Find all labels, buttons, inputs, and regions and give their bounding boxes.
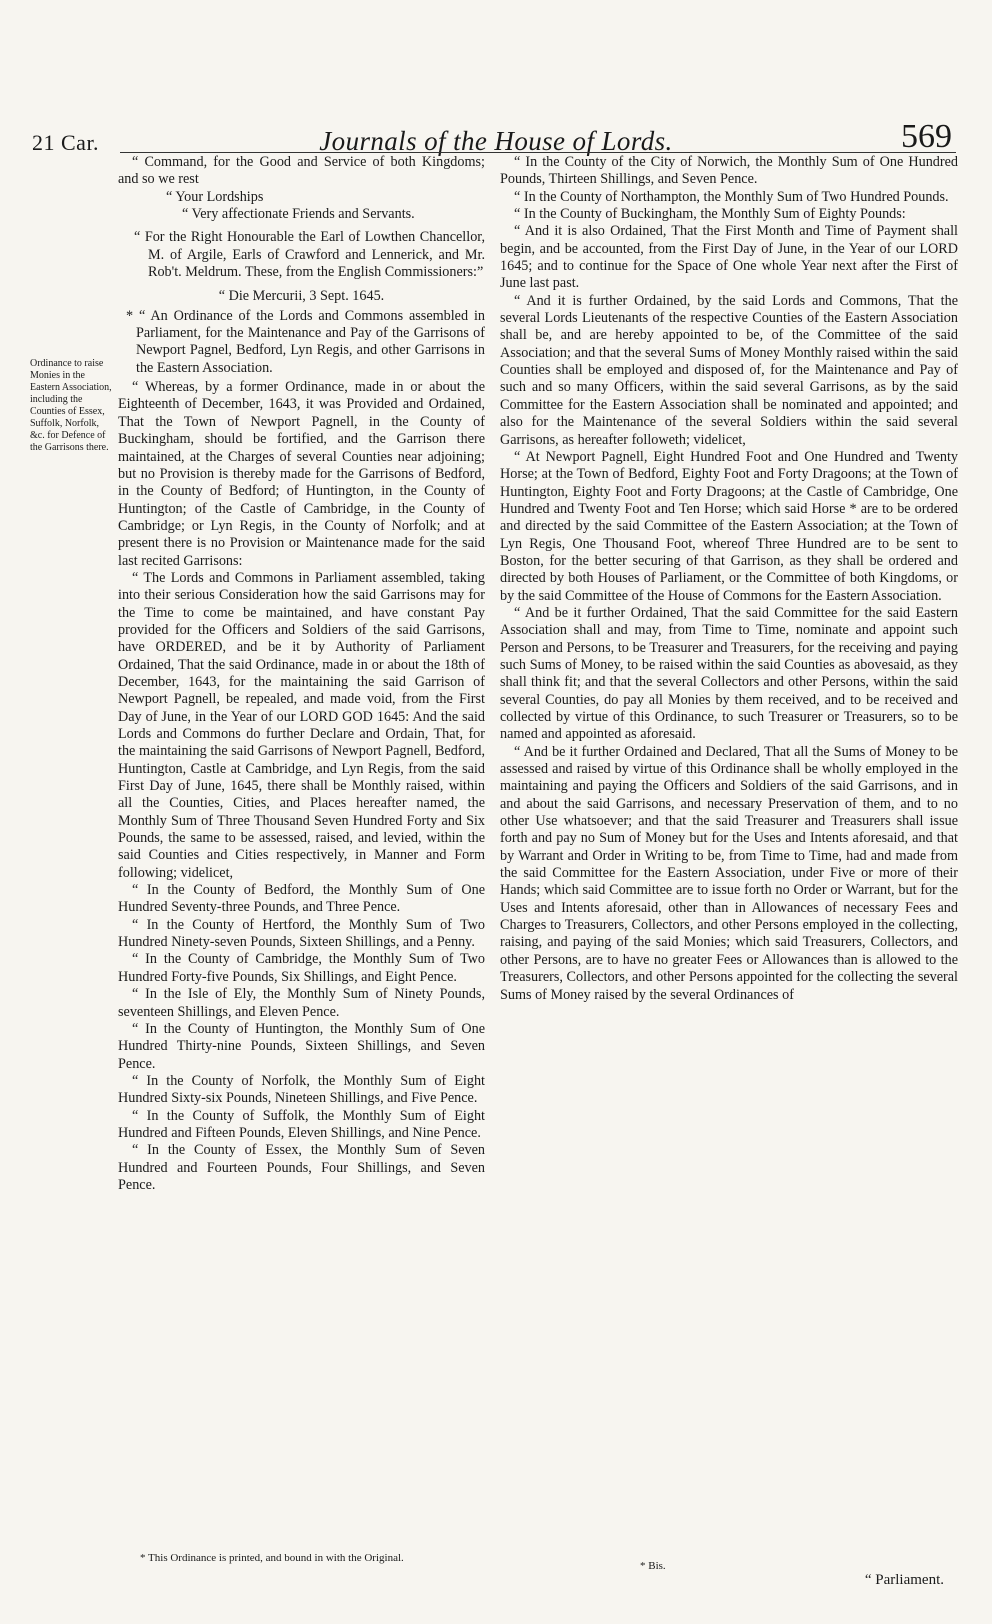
paragraph: “ And it is also Ordained, That the First Month and Time of Payment shall begin, and be accounted, from the First Day of June, in the Year of our LORD 1645; and to continue for the Space of One whole Year next after the First of June last past. xyxy=(500,223,958,292)
address: “ For the Right Honourable the Earl of Lowthen Chancellor, M. of Argile, Earls of Crawford and Lennerick, and Mr. Rob't. Meldrum. These, from the English Commissioners:” xyxy=(134,229,485,281)
paragraph: “ Whereas, by a former Ordinance, made in or about the Eighteenth of December, 1643, it was Provided and Ordained, That the Town of Newport Pagnell, in the County of Buckingham, should be fortified, and the Garrison there maintained, at the Charges of several Counties near adjoining; but no Provision is thereby made for the Garrisons of Bedford, in the County of Bedford; of Huntington, in the County of Huntington; of the Castle of Cambridge, in the County of Cambridge; or Lyn Regis, in the County of Norfolk; and at present there is no Provision or Maintenance made for the said last recited Garrisons: xyxy=(118,379,485,569)
paragraph: “ In the County of Buckingham, the Monthly Sum of Eighty Pounds: xyxy=(514,206,906,223)
ordinance-title: * “ An Ordinance of the Lords and Commons assembled in Parliament, for the Maintenance and Pay of the Garrisons of Newport Pagnel, Bedford, Lyn Regis, and other Garrisons in the Eastern Association. xyxy=(126,307,485,376)
paragraph: “ In the County of Northampton, the Monthly Sum of Two Hundred Pounds. xyxy=(514,188,949,205)
footnote-right: * Bis. xyxy=(640,1560,666,1572)
paragraph: “ In the County of Cambridge, the Monthly Sum of Two Hundred Forty-five Pounds, Six Shillings, and Eight Pence. xyxy=(118,951,485,985)
signature: “ Very affectionate Friends and Servants. xyxy=(182,206,415,223)
paragraph: “ And be it further Ordained, That the said Committee for the said Eastern Association shall and may, from Time to Time, nominate and appoint such Person and Persons, to be Treasurer and Treasurers, for the receiving and paying such Sums of Money, to be raised within the said Counties as abovesaid, as they shall think fit; and that the several Collectors and other Persons, within the said several Counties, do pay all Monies by them received, and to be received and collected by virtue of this Ordinance, to such Treasurer or Treasurers, so to be named and appointed as aforesaid. xyxy=(500,604,958,743)
paragraph: “ The Lords and Commons in Parliament assembled, taking into their serious Consideration how the said Garrisons may for the Time to come be maintained, and have constant Pay provided for the Officers and Soldiers of the said Garrisons, have ORDERED, and be it by Authority of Parliament Ordained, That the said Ordinance, made in or about the 18th of December, 1643, for the maintaining the said Garrison of Newport Pagnell, be repealed, and made void, from the First Day of June, in the Year of our LORD GOD 1645: And the said Lords and Commons do further Declare and Ordain, That, for the maintaining the said Garrisons of Newport Pagnell, Bedford, Huntington, Castle at Cambridge, and Lyn Regis, from the said First Day of June, 1645, there shall be Monthly raised, within all the Counties, Cities, and Places hereafter named, the Monthly Sum of Three Thousand Seven Hundred Forty and Six Pounds, the same to be assessed, raised, and levied, within the said Counties and Cities respectively, in Manner and Form following; videlicet, xyxy=(118,569,485,881)
footnote-left: * This Ordinance is printed, and bound in with the Original. xyxy=(140,1552,404,1564)
paragraph: “ In the County of Huntington, the Monthly Sum of One Hundred Thirty-nine Pounds, Sixteen Shillings, and Seven Pence. xyxy=(118,1020,485,1072)
left-column xyxy=(118,154,485,1194)
paragraph: “ At Newport Pagnell, Eight Hundred Foot and One Hundred and Twenty Horse; at the Town of Bedford, Eighty Foot and Forty Dragoons; at the Town of Huntington, Eighty Foot and Forty Dragoons; at the Castle of Cambridge, One Hundred and Twenty Foot and Ten Horse; which said Horse * are to be ordered and directed by the said Committee of the Eastern Association; at the Town of Lyn Regis, One Thousand Foot, whereof Three Hundred are to be sent to Boston, for the better securing of that Garrison, as they shall be ordered and directed by both Houses of Parliament, or the Committee of both Kingdoms, or by the said Committee of the House of Commons for the Eastern Association. xyxy=(500,448,958,604)
date-heading: “ Die Mercurii, 3 Sept. 1645. xyxy=(218,288,385,305)
paragraph: “ In the County of Suffolk, the Monthly Sum of Eight Hundred and Fifteen Pounds, Eleven Shillings, and Nine Pence. xyxy=(118,1107,485,1141)
margin-note: Ordinance to raise Monies in the Eastern Association, including the Counties of Essex, Suffolk, Norfolk, &c. for Defence of the Garrisons there. xyxy=(30,358,112,453)
paragraph: “ Command, for the Good and Service of both Kingdoms; and so we rest xyxy=(118,154,485,188)
catchword: “ Parliament. xyxy=(864,1572,944,1588)
paragraph: “ In the Isle of Ely, the Monthly Sum of Ninety Pounds, seventeen Shillings, and Eleven Pence. xyxy=(118,986,485,1020)
paragraph: “ And be it further Ordained and Declared, That all the Sums of Money to be assessed and raised by virtue of this Ordinance shall be wholly employed in the maintaining and paying the Officers and Soldiers of the said Garrisons, and in and about the said Garrisons, and necessary Preservation of them, and to no other Use whatsoever; and that the said Treasurer and Treasurers shall issue forth and pay no Sum of Money but for the Uses and Intents aforesaid, and that by Warrant and Order in Writing to be, from Time to Time, had and made from the said Committee for the Eastern Association, under Five or more of their Hands; which said Committee are to issue forth no Order or Warrant, but for the Uses and Intents aforesaid, other than in Allowances of necessary Fees and Charges to Treasurers, Collectors, and other Persons employed in the collecting, raising, and paying of the said Monies; which said Treasurers, Collectors, and other Persons, are to have no greater Fees or Allowances than is allowed to the Treasurers, Collectors, and other Persons appointed for the collecting the several Sums of Money raised by the several Ordinances of xyxy=(500,743,958,1003)
paragraph: “ In the County of the City of Norwich, the Monthly Sum of One Hundred Pounds, Thirteen Shillings, and Seven Pence. xyxy=(500,154,958,188)
header-rule xyxy=(120,152,956,153)
journal-title: Journals of the House of Lords. xyxy=(319,126,673,156)
paragraph: “ In the County of Essex, the Monthly Sum of Seven Hundred and Fourteen Pounds, Four Shillings, and Seven Pence. xyxy=(118,1142,485,1193)
paragraph: “ And it is further Ordained, by the said Lords and Commons, That the several Lords Lieutenants of the respective Counties of the Eastern Association shall be, and are hereby appointed to be, of the Committee of the said Association; and that the several Sums of Money Monthly raised within the said Counties shall be employed and disposed of, for the Maintenance and Pay of such and so many Officers, within the said several Garrisons, as by the said Committee for the Eastern Association shall be nominated and appointed; and also for the Maintenance of the several Soldiers within the said several Garrisons, as hereafter followeth; videlicet, xyxy=(500,292,958,448)
page-header xyxy=(0,100,992,156)
right-column xyxy=(500,154,958,1004)
paragraph: “ In the County of Bedford, the Monthly Sum of One Hundred Seventy-three Pounds, and Three Pence. xyxy=(118,882,485,916)
paragraph: “ In the County of Norfolk, the Monthly Sum of Eight Hundred Sixty-six Pounds, Nineteen Shillings, and Five Pence. xyxy=(118,1072,485,1107)
page-number: 569 xyxy=(901,118,952,155)
regnal-year: 21 Car. xyxy=(32,130,100,155)
paragraph: “ In the County of Hertford, the Monthly Sum of Two Hundred Ninety-seven Pounds, Sixteen Shillings, and a Penny. xyxy=(118,916,485,951)
salutation: “ Your Lordships xyxy=(166,188,264,205)
